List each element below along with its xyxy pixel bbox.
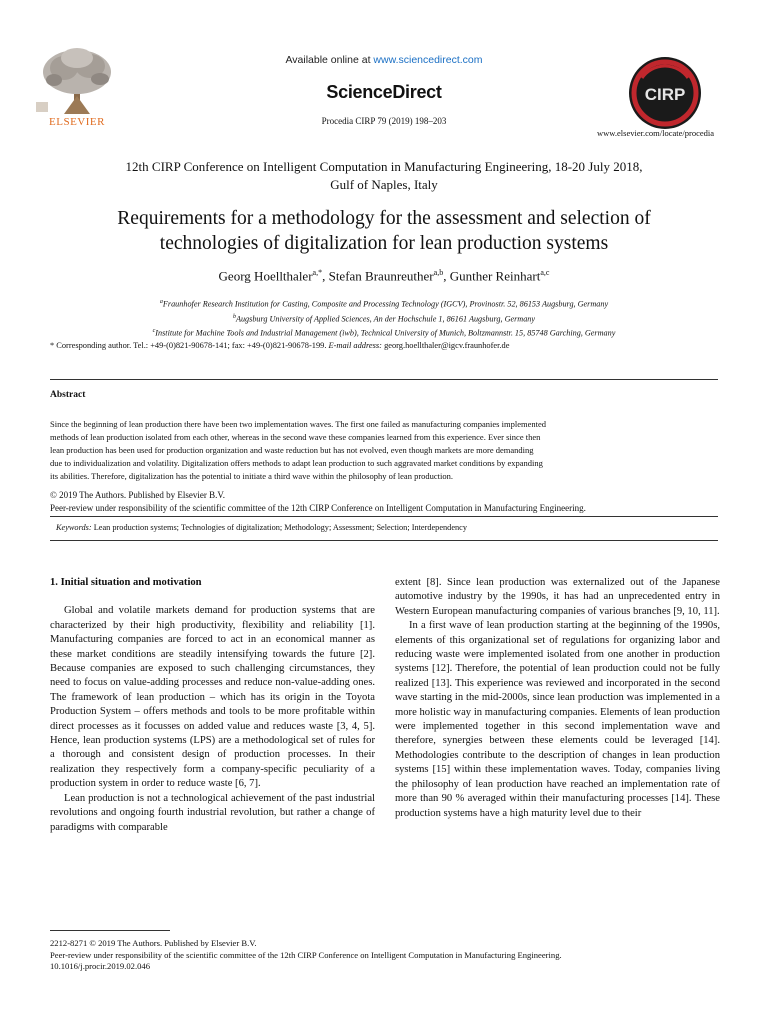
abstract-line: due to individualization and volatility. Digitalization offers methods to adapt lean production to such aggravated market conditions by expanding	[50, 458, 543, 468]
cirp-logo-text: CIRP	[644, 85, 686, 104]
cirp-logo	[628, 56, 702, 130]
conference-line-1: 12th CIRP Conference on Intelligent Computation in Manufacturing Engineering, 18-20 July 2018,	[125, 159, 643, 174]
footer	[50, 938, 718, 973]
sciencedirect-title: ScienceDirect	[326, 82, 442, 102]
author-name: Stefan Braunreuther	[328, 268, 434, 284]
body-paragraph: extent [8]. Since lean production was externalized out of the Japanese automotive industry by the 1990s, it has had an unprecedented entry in Western European manufacturing companies of various branches [9, 10, 11].	[395, 577, 720, 617]
email-label: E-mail address:	[328, 341, 382, 350]
peer-review-line: Peer-review under responsibility of the scientific committee of the 12th CIRP Conference on Intelligent Computation in Manufacturing Engineering.	[50, 503, 586, 513]
divider-top	[50, 379, 718, 380]
footer-doi[interactable]: 10.1016/j.procir.2019.02.046	[50, 961, 151, 971]
body-paragraph: Global and volatile markets demand for production systems that are characterized by their high productivity, flexibility and reliability [1]. Manufacturing companies are forced to act in an economical manner as these market conditions are steadily intensifying towards the future [2]. Because companies are exposed to such challenging circumstances, they need to focus on value-adding processes and reduce non-value-adding ones. The framework of lean production – which has its origin in the Toyota Production System – offers methods and tools to be more profitable within direct processes as it focusses on added value and reduces waste [3, 4, 5]. Hence, lean production systems (LPS) are a methodological set of rules for a thorough and consistent design of production processes. In their realization they respectively form a company-specific peculiarity of a production system in order to reduce waste [6, 7].	[50, 605, 375, 790]
affiliation-text: Fraunhofer Research Institution for Casting, Composite and Processing Technology (IGCV), Provinostr. 52, 86153 Augsburg, Germany	[162, 299, 609, 309]
author-name: Gunther Reinhart	[449, 268, 541, 284]
affiliation-item	[0, 325, 768, 340]
author-sep: ,	[322, 268, 329, 284]
abstract-copyright-block	[50, 489, 718, 515]
affiliation-text: Institute for Machine Tools and Industrial Management (iwb), Technical University of Munich, Boltzmannstr. 15, 85748 Garching, Germany	[155, 329, 616, 339]
conference-line-2: Gulf of Naples, Italy	[330, 177, 438, 192]
title-line-1: Requirements for a methodology for the assessment and selection of	[117, 208, 651, 229]
copyright-line: © 2019 The Authors. Published by Elsevier B.V.	[50, 490, 226, 500]
abstract-line: lean production has been used for production organization and waste reduction but has not evolved, even though markets are more demanding	[50, 445, 534, 455]
affiliations	[0, 296, 768, 340]
author-affil-sup: a,*	[312, 268, 323, 277]
divider-keywords-bottom	[50, 540, 718, 541]
author-sep: ,	[443, 268, 450, 284]
author-affil-sup: a,c	[540, 268, 550, 277]
divider-keywords-top	[50, 516, 718, 517]
body-paragraph: Lean production is not a technological achievement of the past industrial revolutions and ongoing fourth industrial revolution, but rather a change of paradigms with comparable	[50, 792, 375, 833]
title-line-2: technologies of digitalization for lean production systems	[159, 233, 609, 254]
keywords-label: Keywords:	[56, 523, 92, 532]
elsevier-wordmark: ELSEVIER	[49, 116, 105, 128]
footer-issn: 2212-8271 © 2019 The Authors. Published by Elsevier B.V.	[50, 938, 257, 948]
keywords-list: Lean production systems; Technologies of digitalization; Methodology; Assessment; Selection; Interdependency	[93, 523, 467, 532]
footer-divider	[50, 930, 170, 931]
available-prefix: Available online at	[285, 54, 374, 66]
abstract-line: Since the beginning of lean production there have been two implementation waves. The first one failed as manufacturing companies implemented	[50, 419, 546, 429]
body-left-column	[50, 576, 375, 835]
body-right-column	[395, 576, 720, 821]
email-address[interactable]: georg.hoellthaler@igcv.fraunhofer.de	[384, 341, 510, 350]
author-list	[0, 268, 768, 284]
journal-homepage-link[interactable]: www.elsevier.com/locate/procedia	[597, 128, 714, 138]
abstract-heading: Abstract	[50, 390, 86, 400]
paper-title	[40, 206, 728, 256]
affiliation-sup: c	[152, 328, 156, 335]
journal-reference: Procedia CIRP 79 (2019) 198–203	[321, 116, 447, 126]
affiliation-text: Augsburg University of Applied Sciences, An der Hochschule 1, 86161 Augsburg, Germany	[235, 314, 536, 324]
keywords	[56, 523, 716, 532]
affiliation-sup: b	[232, 313, 236, 320]
body-paragraph: In a first wave of lean production starting at the beginning of the 1990s, elements of this organizational set of regulations for organizing labor and reducing waste were implemented isolated from one another in production systems [12]. Therefore, the potential of lean production could not be fully realized [13]. This experience was reviewed and incorporated in the second wave starting in the mid-2000s, since lean production was implemented in a more holistic way in manufacturing companies. Elements of lean production were implemented together in this second implementation wave and therefore, synergies between these elements could be leveraged [14]. Methodologies contribute to the description of changes in lean production systems [15] within these implementation waves. Today, companies living the philosophy of lean production have reached an implementation rate of more than 90 % averaged within their manufacturing processes [14]. These production systems have a high maturity level due to their	[395, 620, 720, 819]
author-affil-sup: a,b	[433, 268, 444, 277]
affiliation-item	[0, 296, 768, 311]
author-name: Georg Hoellthaler	[218, 268, 313, 284]
conference-info	[0, 158, 768, 194]
abstract-line: methods of lean production isolated from each other, whereas in the second wave these companies learned from this experience. Ever since then	[50, 432, 541, 442]
footer-peer-review: Peer-review under responsibility of the scientific committee of the 12th CIRP Conference on Intelligent Computation in Manufacturing Engineering.	[50, 949, 562, 960]
abstract-line: its abilities. Therefore, digitalization has the potential to initiate a third wave within the philosophy of lean production.	[50, 471, 454, 481]
abstract-body	[50, 418, 718, 483]
sciencedirect-link[interactable]: www.sciencedirect.com	[373, 54, 483, 66]
affiliation-sup: a	[159, 299, 163, 305]
corresponding-author	[50, 341, 730, 350]
section-heading: 1. Initial situation and motivation	[50, 577, 202, 588]
corresponding-text: * Corresponding author. Tel.: +49-(0)821-90678-141; fax: +49-(0)821-90678-199.	[50, 341, 327, 350]
affiliation-item	[0, 311, 768, 326]
